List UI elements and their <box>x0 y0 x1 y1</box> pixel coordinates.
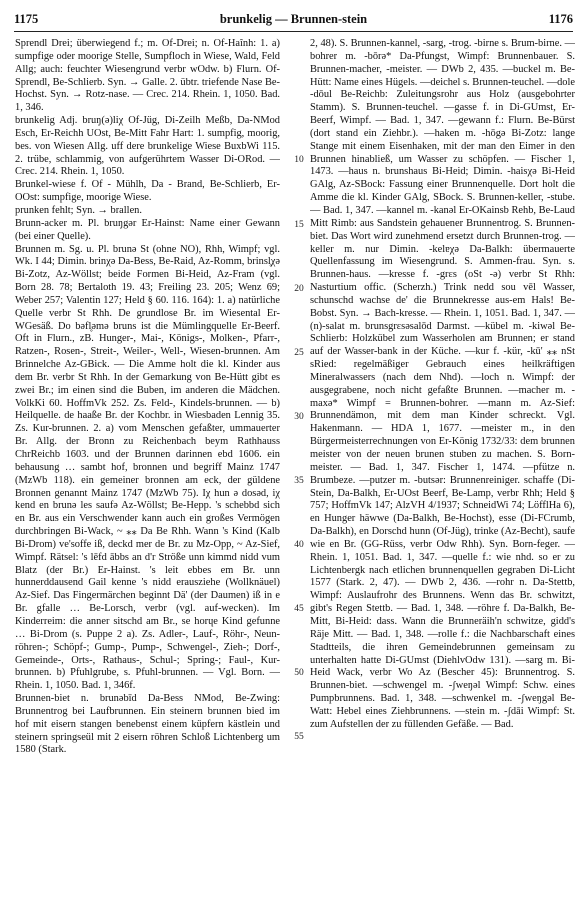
line-number: 30 <box>294 412 304 422</box>
header-rule <box>14 31 573 32</box>
line-number: 50 <box>294 668 304 678</box>
line-number: 55 <box>294 732 304 742</box>
line-number: 15 <box>294 220 304 230</box>
entry-brunnen: Brunnen m. Sg. u. Pl. brunə St (ohne NO), Rhh, Wimpf; vgl. Wk. I 44; Dimin. brinχə Da-Bess, Be-Raid, Az-Romm, brinsl̥χə Bi-Zotz, Az-Wöllst; beide Formen Bi-Heid, Az-Fram (vgl. Born 28. 78; Bertaloth 19. 43; Freiling 23. 205; Wenz 69; Weber 257; Valentin 127; Held § 60. 116. 164): 1. a) natürliche Quelle verbr St Rhh. De grundlose Br. im Wiesental Er-WGesäß. Do bəfl̥əmə bruns ist die Mümlingquelle Er-Beerf. Oft in Flurn., zB. Hunger-, Mai-, Königs-, Molken-, Pfarr-, Ratzen-, Rosen-, Streit-, Weiler-, Well-, Wiesen-brunnen. Am Brinnelche Az-GBick. — Die Amme holt die kl. Kinder aus dem Br. verbr St Rhh. In der Gemarkung von Be-Hütt gibt es zwei Br.; im einen sind die Buben, im anderen die Mädchen. VolkKi 60. HoffmVk 252. Zs. Feld-, Kindels-brunnen. — b) Heilquelle. de haaße Br. der Kochbr. in Wiesbaden Lennig 35. Zs. Kur-brunnen. 2. a) vom Menschen gefaßter, ummauerter Br. Allg. der Bronn zu Reichenbach beym Rathhauss ChrReichb 1603. und der Brunnen darinnen ebd 1606. ein behausung … sambt hof, bronnen und begriff Mainz 1747 (MzWb 118). ein gemeiner bronnen am eck, der güldene Bronnen genannt Mainz 1747 (MzWb 75). Iχ hun ə dosəd, iχ kend en brunə les saufə Az-Wöllst; Be-Hepp. 's schebbd sich en Br. aus ein Verschwender kann auch ein großes Vermögen durchbringen Bi-Wack, ~ ⁎⁎ Da Be Rhh. Wann 's Kind (Kalb Bi-Drom) ve'soffe iß, deckd mer de Br. zu Mz-Opp, ~ Az-Sief, Wimpf. Rätsel: 's lēfd ābbs an d'r Ströße unn kimmd nidd vum Blatz (der Br.) Er-Hainst. 's leit ebbes em Br. unn hunnerddausend Gail kenne 's nidd erausziehe (Wollknäuel) Az-Sief. Das Fingermärchen beginnt Dä' (der Daumen) iß in e Br. gfalle … Be-Lorsch, verbr (vgl. auf-wecken). Im Kinderreim: die anner sitschd am Br., se horɥe Kind gefunne … Bi-Drom (s. Puppe 2 a). Zs. Adler-, Lauf-, Röhr-, Neun-röhren-; Schöpf-; Gump-, Pump-, Schwengel-, Zieh-; Dorf-, Gemeinde-, Orts-, Rathaus-, Schul-; Spring-; Faul-, Kur-brunnen. b) Pfuhlgrube, s. Pfuhl-brunnen. — Vgl. Born. — Rhein. 1, 1050. Bad. 1, 346f. <box>15 243 280 692</box>
entry-sprendl-continued: Sprendl Drei; überwiegend f.; m. Of-Drei; n. Of-Haînh: 1. a) sumpfige oder moorige Stelle, Sumpfloch in Wiese, Wald, Feld Allg; auch: feuchter Wiesengrund verbr wOdw. b) Flurn. Of-Sprendl, Be-Schlierb. Syn. → Galle. 2. übtr. triefende Nase Be-Hochst. Syn. → Rotz-nase. — Crec. 214. Rhein. 1, 1050. Bad. 1, 346. <box>15 38 280 114</box>
page-number-left: 1175 <box>14 12 39 26</box>
running-header <box>14 12 573 28</box>
entry-brunkel-wiese: Brunkel-wiese f. Of - Mühlh, Da - Brand, Be-Schlierb, Er-OOst: sumpfige, moorige Wiese. <box>15 179 280 204</box>
line-number: 35 <box>294 476 304 486</box>
line-number: 20 <box>294 284 304 294</box>
left-column <box>15 38 280 898</box>
page-number-right: 1176 <box>548 12 573 26</box>
line-number: 10 <box>294 155 304 165</box>
running-title: brunkelig — Brunnen-stein <box>219 12 368 26</box>
entry-prunken: prunken fehlt; Syn. → brallen. <box>15 204 142 216</box>
entry-brunn-acker: Brunn-acker m. Pl. bruŋgər Er-Hainst: Name einer Gewann (bei einer Quelle). <box>15 217 280 242</box>
entry-brunkelig: brunkelig Adj. bruŋ(ə)liχ Of-Jüg, Di-Zeilh Meßb, Da-NMod Esch, Er-Reichh UOst, Be-Mitt Fahr Hart: 1. sumpfig, moorig, bes. von Wiesen Allg. uff dere brunkelige Wiese BuxbWi 115. 2. trübe, schlammig, von aufgerührtem Wasser Di-ORod. — Crec. 214. Rhein. 1, 1050. <box>15 115 280 178</box>
entry-brunnen-compounds: 2, 48). S. Brunnen-kannel, -sarg, -trog. -birne s. Brum-birne. —bohrer m. -bōrə* Da-Pfungst, Wimpf: Brunnenbauer. S. Brunnen-macher, -meister. — DWb 2, 435. —buckel m. Be-Hütt: Name eines Hügels. —deichel s. Brunnen-teuchel. —dole -dōul Be-Reichb: Zuleitungsrohr aus Holz (ausgebohrter Stamm). S. Brunnen-teuchel. —gasse f. in Di-GUmst, Er-Beerf, Wimpf. — Bad. 1, 347. —gewann f.: Flurn. Be-Bürst (dort stand ein Ziehbr.). —haken m. -hōgə Bi-Zotz: lange Stange mit einem Eisenhaken, mit der man den Eimer in den Brunnen hinabließ, um Wasser zu schöpfen. — Fischer 1, 1473. —haus n. brunshaus Bi-Heid; Dimin. -haisχə Bi-Heid GAlg, Az-SBock: Fassung einer Brunnenquelle. Dort holt die Amme die kl. Kinder GAlg, SBock. S. Brunnen-keller, -stube. — Bad. 1, 347. —kannel m. -kanəl Er-OKainsb Rehb, Be-Laud Mitt Rimb: aus Sandstein gehauener Brunnentrog. S. Brunnen-biet. Das Wort wird zunehmend ersetzt durch Brunnen-trog. —keller m. nur Dimin. -kelɐχə Da-Balkh: übermauerte Quellenfassung im Wiesengrund. S. Ammen-frau. Syn. s. Brunnen-haus. —kresse f. -grεs (oSt -ə) verbr St Rhh: Nasturtium offic. (Scherzh.) Trink nedd sou vēl Wasser, schunschd wachse de' die Brunnekresse aus-em Hals! Be-Bobst. Syn. → Bach-kresse. — Rhein. 1, 1051. Bad. 1, 347. —(n)-salat m. brunsgrεsəsalōd Darmst. —kübel m. -kiwəl Be-Schlierb: Holzkübel zum Wasserholen am Brunnen; er stand auf der Wasser-bank in der Küche. —kur f. -kür, -kū' ⁎⁎ nSt sRied: regelmäßiger Gebrauch eines heilkräftigen Mineralwassers (nach dem Nhd). —loch n. Wimpf: der ausgegrabene, noch nicht gefaßte Brunnen. —macher m. -maxə* Wimpf = Brunnen-bohrer. —mann m. Az-Sief: Brunnendämon, mit dem man Kinder schreckt. Vgl. Hakenmann. — HDA 1, 1677. —meister m., in den Bürgermeisterrechnungen von Er-König 1732/33: dem brunnen meister von der neuen brunen stuben zu machen. S. Born-meister. — Bad. 1, 347. Fischer 1, 1474. —pfütze n. Brumbeze. —putzer m. -butsər: Brunnenreiniger. schaffe (Di-Stein, Da-Balkh, Er-UOst Beerf, Be-Lamp, verbr Rhh; Held § 757; HoffmVk 147; AlzVH 4/1937; SchneidWi 74; LöfflHa 6), en Hunger häwwe (Da-Balkh, Be-Hochst), esse (Di-FCrumb, Da-Balkh), en Dorschd hunn (Of-Jüg), trinke (Az-Becht), saufe wie en Br. (GG-Rüss, verbr Odw Rhh). Syn. Born-feger. — Rhein. 1, 1051. Bad. 1, 347. —quelle f.: wie nhd. so er zu Lichtenbergk nach etlichen brunnenquellen gegraben Di-Licht 1577 (Stark. 2, 47). — DWb 2, 436. —rohr n. Da-Stettb, Wimpf: Auslaufrohr des Brunnens. Wenn das Br. schwitzt, gibt's Regen Stettb. — Bad. 1, 348. —röhre f. Da-Balkh, Be-Mitt, Bi-Heid: dass. Wann die Brunneräih'n schwitze, gidd's Räje Mitt. — Bad. 1, 348. —rolle f.: die Nachbarschaft eines Stadtteils, die ihren Gemeindebrunnen gemeinsam zu unterhalten hatte Di-GUmst (DiehlvOdw 131). —sarg m. Bi-Heid Wack, verbr Wo Az (Bescher 45): Brunnentrog. S. Brunnen-biet. —schwengel m. -ʃweŋəl Wimpf: Schw. eines Pumpbrunnens. Bad. 1, 348. —schwenkel m. -ʃweŋgəl Be-Watt: Hebel eines Ziehbrunnens. —stein m. -ʃdāi Wimpf: St. zum Aufstellen der zu füllenden Gefäße. — Bad. <box>310 38 575 730</box>
line-number: 25 <box>294 348 304 358</box>
right-column <box>310 38 575 898</box>
line-number: 40 <box>294 540 304 550</box>
entry-brunnen-biet: Brunnen-biet n. brunəbīd Da-Bess NMod, Be-Zwing: Brunnentrog bei Laufbrunnen. Ein steinern brunnen bied im hof mit eisern stangen benebenst einem küpfern kästlein und steinern springseül mit 2 eisern röhren Schloß Lichtenberg um 1580 (Stark. <box>15 693 280 756</box>
line-number: 45 <box>294 604 304 614</box>
